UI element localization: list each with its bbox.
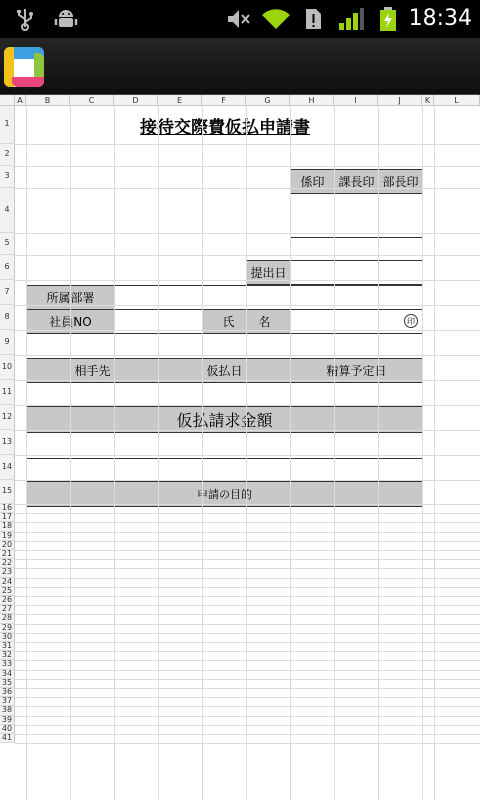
row-gridline xyxy=(15,522,480,523)
row-gridline xyxy=(15,614,480,615)
column-gridline xyxy=(290,106,291,800)
row-header-9[interactable]: 9 xyxy=(0,330,15,355)
row-gridline xyxy=(15,541,480,542)
row-header-5[interactable]: 5 xyxy=(0,233,15,255)
signal-icon xyxy=(337,7,365,31)
purpose-label[interactable]: 申請の目的 xyxy=(26,481,423,507)
row-gridline xyxy=(15,568,480,569)
row-header-28[interactable]: 28 xyxy=(0,614,15,623)
office-app-icon[interactable] xyxy=(4,47,44,87)
advance-date-label[interactable]: 仮払日 xyxy=(158,358,291,383)
approval-header-1[interactable]: 係印 xyxy=(290,169,335,194)
row-header-35[interactable]: 35 xyxy=(0,679,15,688)
department-label[interactable]: 所属部署 xyxy=(26,285,115,310)
row-header-21[interactable]: 21 xyxy=(0,550,15,559)
row-gridline xyxy=(15,734,480,735)
column-header-C[interactable]: C xyxy=(70,95,114,106)
row-gridline xyxy=(15,642,480,643)
row-header-11[interactable]: 11 xyxy=(0,380,15,405)
row-gridline xyxy=(15,504,480,505)
row-gridline xyxy=(15,706,480,707)
row-header-17[interactable]: 17 xyxy=(0,513,15,522)
partner-field[interactable] xyxy=(26,382,159,407)
seal-mark: 印 xyxy=(404,314,418,328)
row-header-41[interactable]: 41 xyxy=(0,734,15,743)
row-header-39[interactable]: 39 xyxy=(0,716,15,725)
purpose-field[interactable] xyxy=(26,506,423,661)
row-gridline xyxy=(15,430,480,431)
row-header-14[interactable]: 14 xyxy=(0,455,15,480)
partner-label[interactable]: 相手先 xyxy=(26,358,159,383)
settlement-date-field[interactable] xyxy=(290,382,423,407)
row-gridline xyxy=(15,716,480,717)
usb-icon xyxy=(14,7,36,31)
row-gridline xyxy=(15,651,480,652)
row-gridline xyxy=(15,578,480,579)
row-gridline xyxy=(15,480,480,481)
row-header-34[interactable]: 34 xyxy=(0,670,15,679)
column-header-J[interactable]: J xyxy=(378,95,422,106)
row-gridline xyxy=(15,380,480,381)
row-header-1[interactable]: 1 xyxy=(0,106,15,144)
row-header-37[interactable]: 37 xyxy=(0,697,15,706)
column-gridline xyxy=(246,106,247,800)
row-header-31[interactable]: 31 xyxy=(0,642,15,651)
row-header-18[interactable]: 18 xyxy=(0,522,15,531)
alert-icon xyxy=(303,7,323,31)
row-header-33[interactable]: 33 xyxy=(0,660,15,669)
row-gridline xyxy=(15,144,480,145)
row-gridline xyxy=(15,743,480,744)
row-gridline xyxy=(15,688,480,689)
row-gridline xyxy=(15,550,480,551)
column-gridline xyxy=(158,106,159,800)
row-header-3[interactable]: 3 xyxy=(0,166,15,188)
row-header-20[interactable]: 20 xyxy=(0,541,15,550)
submit-date-field[interactable] xyxy=(290,260,423,285)
row-header-13[interactable]: 13 xyxy=(0,430,15,455)
row-header-30[interactable]: 30 xyxy=(0,633,15,642)
android-debug-icon xyxy=(54,7,78,31)
approval-stamp-1[interactable] xyxy=(290,193,335,238)
row-gridline xyxy=(15,670,480,671)
row-header-19[interactable]: 19 xyxy=(0,532,15,541)
row-header-38[interactable]: 38 xyxy=(0,706,15,715)
approval-stamp-2[interactable] xyxy=(334,193,379,238)
row-header-2[interactable]: 2 xyxy=(0,144,15,166)
approval-header-3[interactable]: 部長印 xyxy=(378,169,423,194)
column-header-D[interactable]: D xyxy=(114,95,158,106)
form-title: 接待交際費仮払申請書 xyxy=(140,118,310,138)
approval-header-2[interactable]: 課長印 xyxy=(334,169,379,194)
row-header-40[interactable]: 40 xyxy=(0,725,15,734)
row-header-16[interactable]: 16 xyxy=(0,504,15,513)
column-header-G[interactable]: G xyxy=(246,95,290,106)
row-gridline xyxy=(15,605,480,606)
row-gridline xyxy=(15,587,480,588)
row-gridline xyxy=(15,330,480,331)
column-header-K[interactable]: K xyxy=(422,95,434,106)
row-header-29[interactable]: 29 xyxy=(0,624,15,633)
app-bar xyxy=(0,38,480,95)
row-gridline xyxy=(15,355,480,356)
row-header-32[interactable]: 32 xyxy=(0,651,15,660)
row-header-15[interactable]: 15 xyxy=(0,480,15,504)
column-gridline xyxy=(422,106,423,800)
row-gridline xyxy=(15,559,480,560)
column-header-F[interactable]: F xyxy=(202,95,246,106)
wifi-icon xyxy=(260,7,292,31)
row-header-10[interactable]: 10 xyxy=(0,355,15,380)
row-gridline xyxy=(15,455,480,456)
column-gridline xyxy=(26,106,27,800)
spreadsheet[interactable] xyxy=(0,95,480,800)
column-header-H[interactable]: H xyxy=(290,95,334,106)
column-gridline xyxy=(114,106,115,800)
row-header-12[interactable]: 12 xyxy=(0,405,15,430)
row-gridline xyxy=(15,233,480,234)
status-bar xyxy=(0,0,480,38)
employee-no-label[interactable]: 社員NO xyxy=(26,309,115,334)
row-gridline xyxy=(15,624,480,625)
row-gridline xyxy=(15,725,480,726)
row-gridline xyxy=(15,188,480,189)
battery-charging-icon xyxy=(378,7,398,31)
column-header-E[interactable]: E xyxy=(158,95,202,106)
row-gridline xyxy=(15,633,480,634)
row-gridline xyxy=(15,679,480,680)
settlement-date-label[interactable]: 精算予定日 xyxy=(290,358,423,383)
column-gridline xyxy=(202,106,203,800)
row-gridline xyxy=(15,405,480,406)
amount-label[interactable]: 仮払請求金額 xyxy=(26,406,423,433)
row-gridline xyxy=(15,532,480,533)
row-header-24[interactable]: 24 xyxy=(0,578,15,587)
department-field[interactable] xyxy=(114,285,423,310)
column-header-B[interactable]: B xyxy=(26,95,70,106)
row-header-22[interactable]: 22 xyxy=(0,559,15,568)
row-header-36[interactable]: 36 xyxy=(0,688,15,697)
row-gridline xyxy=(15,697,480,698)
name-label[interactable]: 氏 名 xyxy=(202,309,291,334)
row-header-4[interactable]: 4 xyxy=(0,188,15,233)
row-gridline xyxy=(15,166,480,167)
row-header-26[interactable]: 26 xyxy=(0,596,15,605)
row-header-7[interactable]: 7 xyxy=(0,280,15,305)
row-header-23[interactable]: 23 xyxy=(0,568,15,577)
column-gridline xyxy=(434,106,435,800)
advance-date-field[interactable] xyxy=(158,382,291,407)
submit-date-label[interactable]: 提出日 xyxy=(246,260,291,285)
approval-stamp-3[interactable] xyxy=(378,193,423,238)
row-gridline xyxy=(15,513,480,514)
row-header-25[interactable]: 25 xyxy=(0,587,15,596)
row-header-8[interactable]: 8 xyxy=(0,305,15,330)
row-gridline xyxy=(15,255,480,256)
column-gridline xyxy=(70,106,71,800)
column-header-A[interactable]: A xyxy=(15,95,26,106)
column-gridline xyxy=(378,106,379,800)
row-gridline xyxy=(15,596,480,597)
row-gridline xyxy=(15,660,480,661)
mute-icon xyxy=(225,7,251,31)
column-header-I[interactable]: I xyxy=(334,95,378,106)
row-header-6[interactable]: 6 xyxy=(0,255,15,280)
column-gridline xyxy=(334,106,335,800)
row-gridline xyxy=(15,305,480,306)
row-header-27[interactable]: 27 xyxy=(0,605,15,614)
clock: 18:34 xyxy=(408,6,472,31)
row-gridline xyxy=(15,280,480,281)
column-header-L[interactable]: L xyxy=(434,95,480,106)
